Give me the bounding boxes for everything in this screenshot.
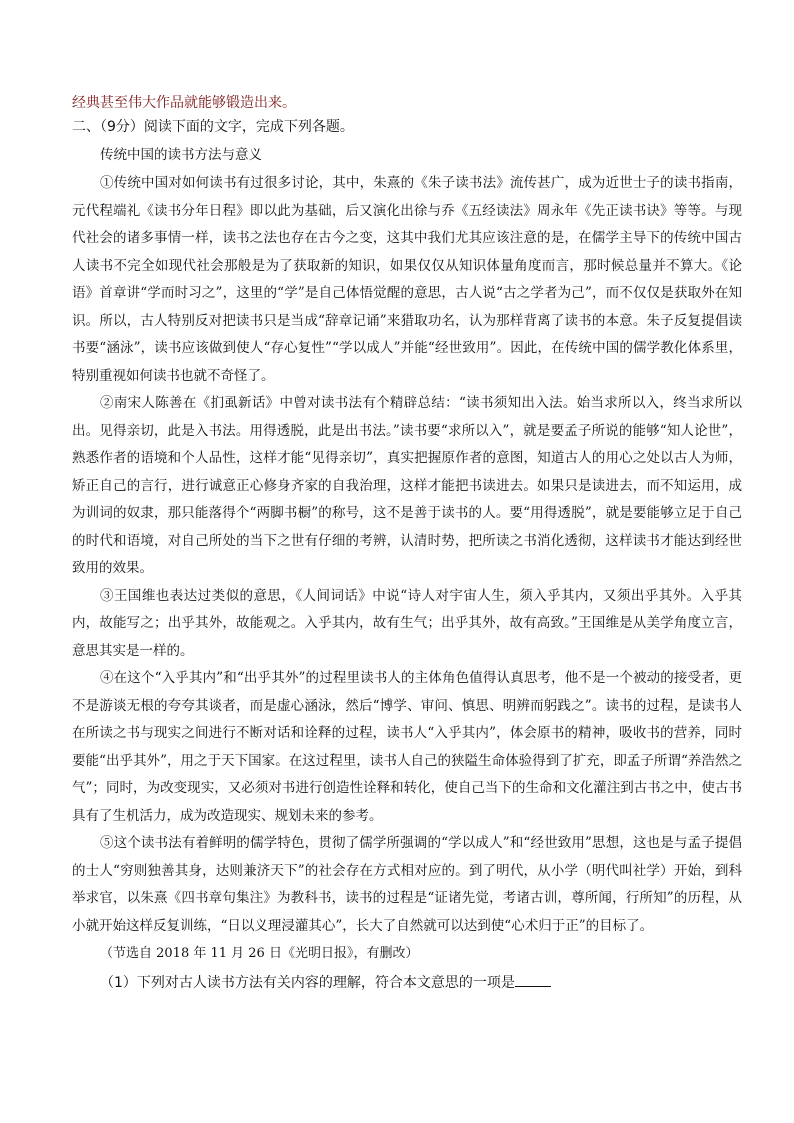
section-title: 二、（9分）阅读下面的文字，完成下列各题。: [72, 119, 354, 135]
source-note: （节选自 2018 年 11 月 26 日《光明日报》，有删改）: [100, 946, 419, 961]
answer-blank: [515, 972, 551, 987]
paragraph-3: ③王国维也表达过类似的意思，《人间词话》中说“诗人对宇宙人生，须入乎其内，又须出乎其外。入乎其内，故能写之；出乎其外，故能观之。入乎其内，故有生气；出乎其外，故有高致。”王国维是从美学角度立言，意思其实是一样的。: [72, 587, 742, 659]
question-1: [72, 970, 742, 996]
intro-line: 经典甚至伟大作品就能够锻造出来。: [72, 95, 296, 111]
document-page: [72, 92, 742, 996]
paragraph-2: ②南宋人陈善在《扪虱新话》中曾对读书法有个精辟总结：“读书须知出入法。始当求所以入，终当求所以出。见得亲切，此是入书法。用得透脱，此是出书法。”读书要“求所以入”，就是要孟子所说的能够“知人论世”，熟悉作者的语境和个人品性，这样才能“见得亲切”，真实把握原作者的意图，知道古人的用心之处以古人为师，矫正自己的言行，进行诚意正心修身齐家的自我治理，这样才能把书读进去。如果只是读进去，而不知运用，成为训词的奴隶，那只能落得个“两脚书橱”的称号，这不是善于读书的人。要“用得透脱”，就是要能够立足于自己的时代和语境，对自己所处的当下之世有仔细的考辨，认清时势，把所读之书消化透彻，这样读书才能达到经世致用的效果。: [72, 395, 742, 576]
question-1-text: （1）下列对古人读书方法有关内容的理解，符合本文意思的一项是: [100, 975, 515, 991]
article-title: 传统中国的读书方法与意义: [100, 147, 262, 163]
paragraph-4: ④在这个“入乎其内”和“出乎其外”的过程里读书人的主体角色值得认真思考，他不是一个被动的接受者，更不是游谈无根的夸夸其谈者，而是虚心涵泳，然后“博学、审问、慎思、明辨而躬践之”。读书的过程，是读书人在所读之书与现实之间进行不断对话和诠释的过程，读书人“入乎其内”，体会原书的精神，吸收书的营养，同时要能“出乎其外”，用之于天下国家。在这过程里，读书人自己的狭隘生命体验得到了扩充，即孟子所谓“养浩然之气”；同时，为改变现实，又必须对书进行创造性诠释和转化，使自己当下的生命和文化灌注到古书之中，使古书具有了生机活力，成为改造现实、规划未来的参考。: [72, 670, 742, 824]
paragraph-5: ⑤这个读书法有着鲜明的儒学特色，贯彻了儒学所强调的“学以成人”和“经世致用”思想，这也是与孟子提倡的士人“穷则独善其身，达则兼济天下”的社会存在方式相对应的。到了明代，从小学（明代叫社学）开始，到科举求官，以朱熹《四书章句集注》为教科书，读书的过程是“证诸先觉，考诸古训，尊所闻，行所知”的历程，从小就开始这样反复训练，“日以义理浸灌其心”，长大了自然就可以达到使“心术归于正”的目标了。: [72, 835, 742, 934]
paragraph-1: ①传统中国对如何读书有过很多讨论，其中，朱熹的《朱子读书法》流传甚广，成为近世士子的读书指南，元代程端礼《读书分年日程》即以此为基础，后又演化出徐与乔《五经读法》周永年《先正读书诀》等等。与现代社会的诸多事情一样，读书之法也存在古今之变，这其中我们尤其应该注意的是，在儒学主导下的传统中国古人读书不完全如现代社会那般是为了获取新的知识，如果仅仅从知识体量角度而言，那时候总量并不算大。《论语》首章讲“学而时习之”，这里的“学”是自己体悟觉醒的意思，古人说“古之学者为己”，而不仅仅是获取外在知识。所以，古人特别反对把读书只是当成“辞章记诵”来猎取功名，认为那样背离了读书的本意。朱子反复提倡读书要“涵泳”，读书应该做到使人“存心复性”“学以成人”并能“经世致用”。因此，在传统中国的儒学教化体系里，特别重视如何读书也就不奇怪了。: [72, 175, 742, 384]
